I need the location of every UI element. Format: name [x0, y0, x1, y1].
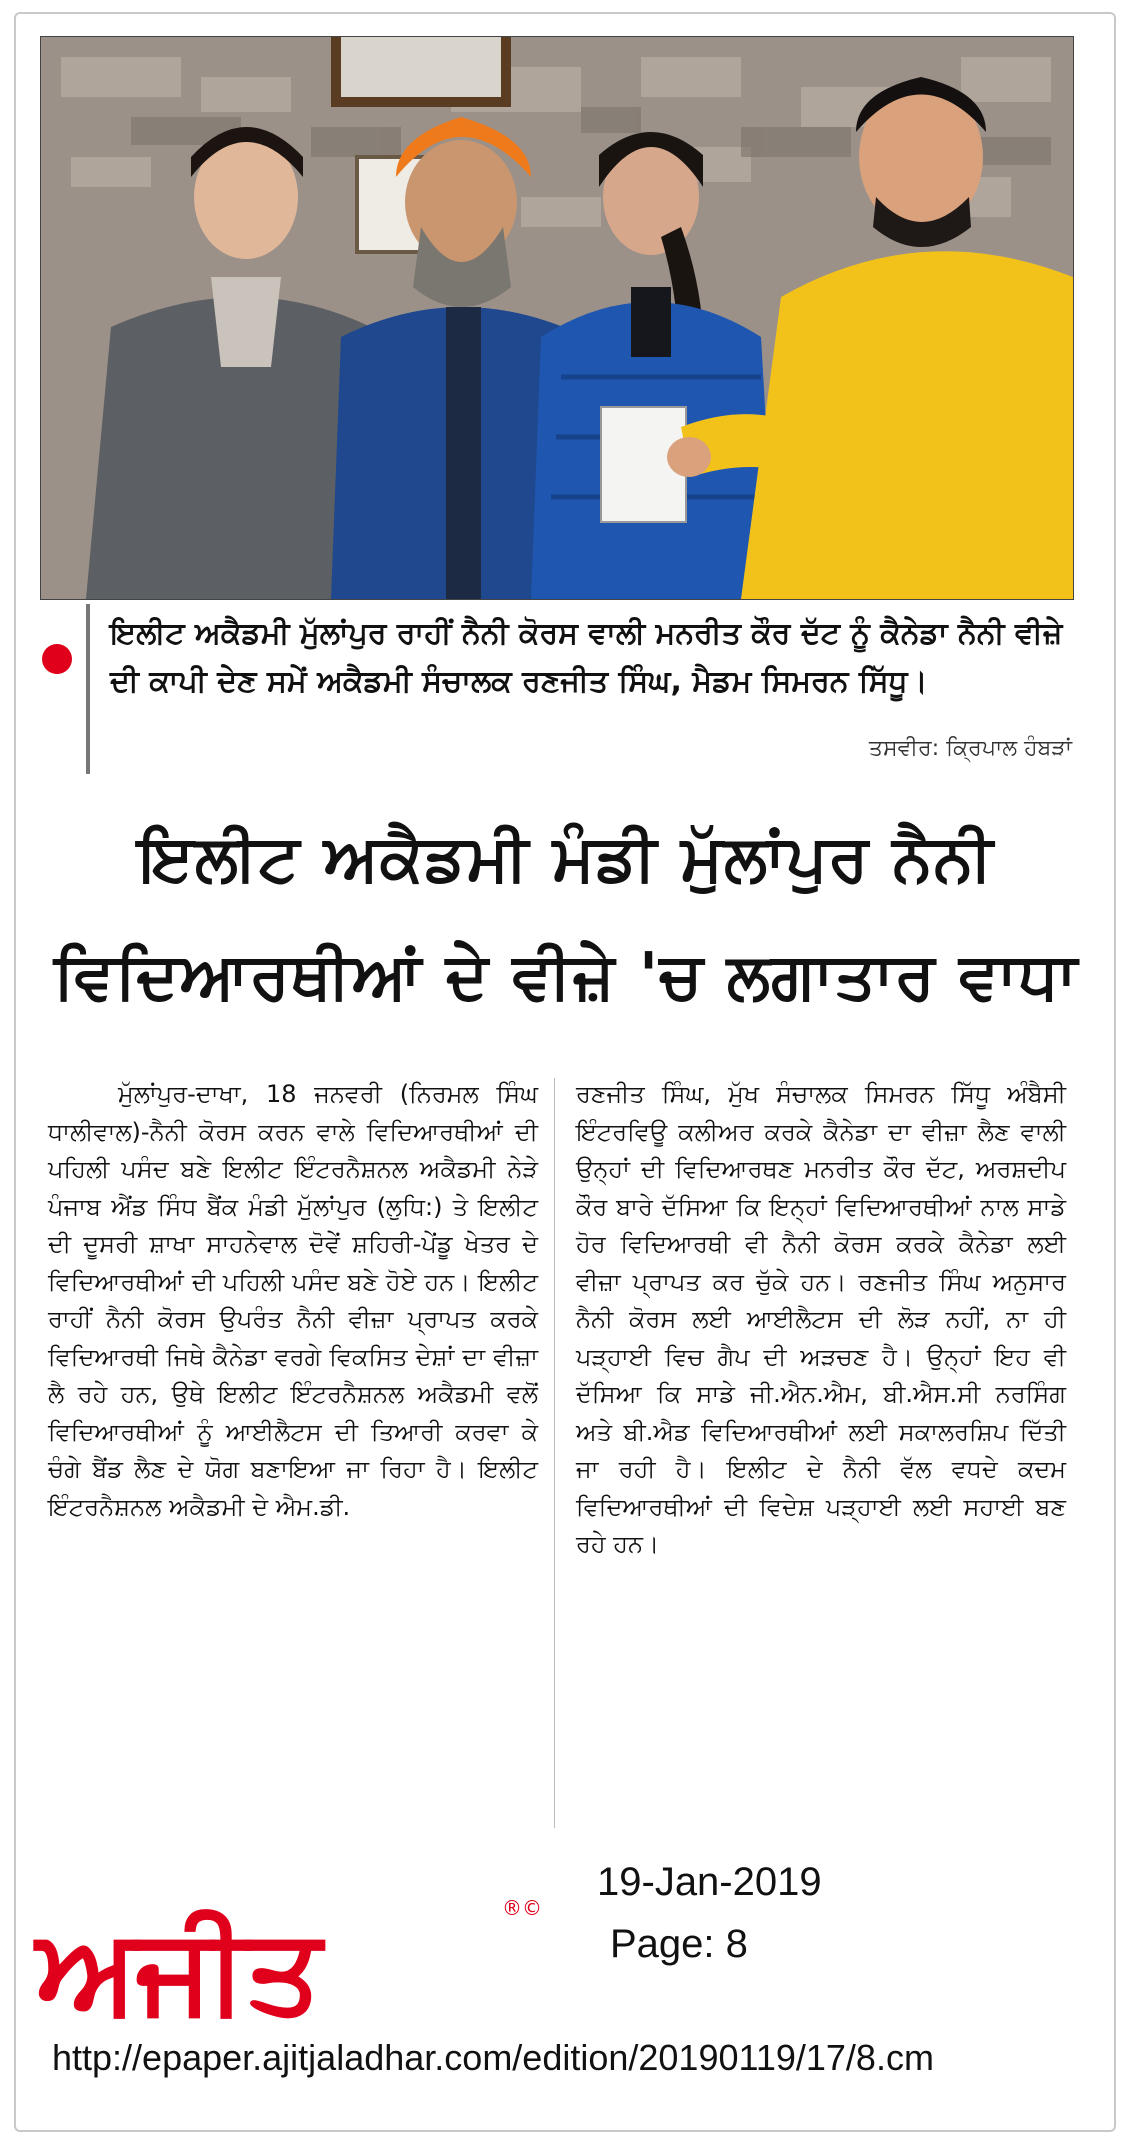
photo-caption: ਇਲੀਟ ਅਕੈਡਮੀ ਮੁੱਲਾਂਪੁਰ ਰਾਹੀਂ ਨੈਨੀ ਕੋਰਸ ਵਾਲੀ ਮਨਰੀਤ ਕੌਰ ਦੱਟ ਨੂੰ ਕੈਨੇਡਾ ਨੈਨੀ ਵੀਜ਼ੇ ਦੀ ਕਾਪੀ ਦੇਣ ਸਮੇਂ ਅਕੈਡਮੀ ਸੰਚਾਲਕ ਰਣਜੀਤ ਸਿੰਘ, ਮੈਡਮ ਸਿਮਰਨ ਸਿੱਧੂ।	[110, 616, 1063, 699]
photo-credit: ਤਸਵੀਰ: ਕ੍ਰਿਪਾਲ ਹੰਬੜਾਂ	[868, 736, 1072, 761]
source-url: http://epaper.ajitjaladhar.com/edition/20190119/17/8.cm	[52, 2037, 934, 2078]
article-column-right: ਰਣਜੀਤ ਸਿੰਘ, ਮੁੱਖ ਸੰਚਾਲਕ ਸਿਮਰਨ ਸਿੱਧੂ ਅੰਬੈਸੀ ਇੰਟਰਵਿਊ ਕਲੀਅਰ ਕਰਕੇ ਕੈਨੇਡਾ ਦਾ ਵੀਜ਼ਾ ਲੈਣ ਵਾਲੀ ਉਨ੍ਹਾਂ ਦੀ ਵਿਦਿਆਰਥਣ ਮਨਰੀਤ ਕੌਰ ਦੱਟ, ਅਰਸ਼ਦੀਪ ਕੌਰ ਬਾਰੇ ਦੱਸਿਆ ਕਿ ਇਨ੍ਹਾਂ ਵਿਦਿਆਰਥੀਆਂ ਨਾਲ ਸਾਡੇ ਹੋਰ ਵਿਦਿਆਰਥੀ ਵੀ ਨੈਨੀ ਕੋਰਸ ਕਰਕੇ ਕੈਨੇਡਾ ਲਈ ਵੀਜ਼ਾ ਪ੍ਰਾਪਤ ਕਰ ਚੁੱਕੇ ਹਨ। ਰਣਜੀਤ ਸਿੰਘ ਅਨੁਸਾਰ ਨੈਨੀ ਕੋਰਸ ਲਈ ਆਈਲੈਟਸ ਦੀ ਲੋੜ ਨਹੀਂ, ਨਾ ਹੀ ਪੜ੍ਹਾਈ ਵਿਚ ਗੈਪ ਦੀ ਅੜਚਣ ਹੈ। ਉਨ੍ਹਾਂ ਇਹ ਵੀ ਦੱਸਿਆ ਕਿ ਸਾਡੇ ਜੀ.ਐਨ.ਐਮ, ਬੀ.ਐਸ.ਸੀ ਨਰਸਿੰਗ ਅਤੇ ਬੀ.ਐਡ ਵਿਦਿਆਰਥੀਆਂ ਲਈ ਸਕਾਲਰਸ਼ਿਪ ਦਿੱਤੀ ਜਾ ਰਹੀ ਹੈ। ਇਲੀਟ ਦੇ ਨੈਨੀ ਵੱਲ ਵਧਦੇ ਕਦਮ ਵਿਦਿਆਰਥੀਆਂ ਦੀ ਵਿਦੇਸ਼ ਪੜ੍ਹਾਈ ਲਈ ਸਹਾਈ ਬਣ ਰਹੇ ਹਨ।	[576, 1080, 1066, 1558]
edition-date: 19-Jan-2019	[597, 1860, 822, 1904]
article-headline	[40, 800, 1092, 1036]
caption-bullet-icon	[42, 644, 72, 674]
page-number: Page: 8	[610, 1922, 748, 1966]
headline-line-1: ਇਲੀਟ ਅਕੈਡਮੀ ਮੰਡੀ ਮੁੱਲਾਂਪੁਰ ਨੈਨੀ	[138, 822, 994, 896]
news-photo	[40, 36, 1074, 600]
article-column-left: ਮੁੱਲਾਂਪੁਰ-ਦਾਖਾ, 18 ਜਨਵਰੀ (ਨਿਰਮਲ ਸਿੰਘ ਧਾਲੀਵਾਲ)-ਨੈਨੀ ਕੋਰਸ ਕਰਨ ਵਾਲੇ ਵਿਦਿਆਰਥੀਆਂ ਦੀ ਪਹਿਲੀ ਪਸੰਦ ਬਣੇ ਇਲੀਟ ਇੰਟਰਨੈਸ਼ਨਲ ਅਕੈਡਮੀ ਨੇੜੇ ਪੰਜਾਬ ਐਂਡ ਸਿੰਧ ਬੈਂਕ ਮੰਡੀ ਮੁੱਲਾਂਪੁਰ (ਲੁਧਿ:) ਤੇ ਇਲੀਟ ਦੀ ਦੂਸਰੀ ਸ਼ਾਖਾ ਸਾਹਨੇਵਾਲ ਦੋਵੇਂ ਸ਼ਹਿਰੀ-ਪੇਂਡੂ ਖੇਤਰ ਦੇ ਵਿਦਿਆਰਥੀਆਂ ਦੀ ਪਹਿਲੀ ਪਸੰਦ ਬਣੇ ਹੋਏ ਹਨ। ਇਲੀਟ ਰਾਹੀਂ ਨੈਨੀ ਕੋਰਸ ਉਪਰੰਤ ਨੈਨੀ ਵੀਜ਼ਾ ਪ੍ਰਾਪਤ ਕਰਕੇ ਵਿਦਿਆਰਥੀ ਜਿਥੇ ਕੈਨੇਡਾ ਵਰਗੇ ਵਿਕਸਿਤ ਦੇਸ਼ਾਂ ਦਾ ਵੀਜ਼ਾ ਲੈ ਰਹੇ ਹਨ, ਉਥੇ ਇਲੀਟ ਇੰਟਰਨੈਸ਼ਨਲ ਅਕੈਡਮੀ ਵਲੋਂ ਵਿਦਿਆਰਥੀਆਂ ਨੂੰ ਆਈਲੈਟਸ ਦੀ ਤਿਆਰੀ ਕਰਵਾ ਕੇ ਚੰਗੇ ਬੈਂਡ ਲੈਣ ਦੇ ਯੋਗ ਬਣਾਇਆ ਜਾ ਰਿਹਾ ਹੈ। ਇਲੀਟ ਇੰਟਰਨੈਸ਼ਨਲ ਅਕੈਡਮੀ ਦੇ ਐਮ.ਡੀ.	[48, 1080, 538, 1521]
trademark-marks: ®©	[502, 1896, 542, 1920]
headline-line-2: ਵਿਦਿਆਰਥੀਆਂ ਦੇ ਵੀਜ਼ੇ 'ਚ ਲਗਾਤਾਰ ਵਾਧਾ	[53, 940, 1079, 1014]
column-divider	[554, 1078, 555, 1828]
caption-divider	[86, 604, 90, 774]
newspaper-logo: ਅਜੀਤ	[36, 1901, 320, 2039]
